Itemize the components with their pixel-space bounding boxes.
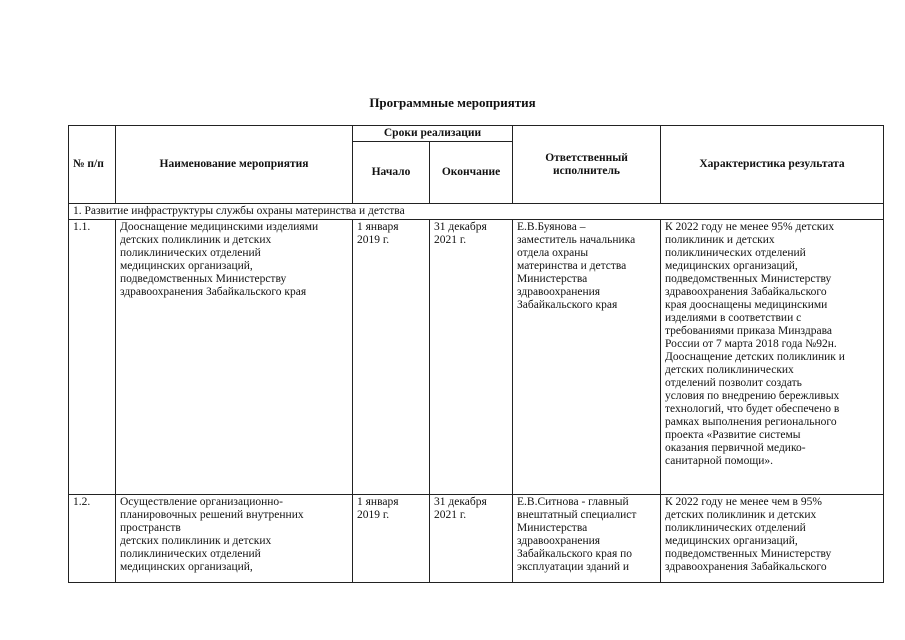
cell-line: технологий, что будет обеспечено в bbox=[665, 403, 840, 415]
cell-line: медицинских организаций, bbox=[665, 535, 798, 547]
cell-line: оказания первичной медико- bbox=[665, 442, 806, 454]
cell-line: К 2022 году не менее чем в 95% bbox=[665, 496, 822, 508]
header-num: № п/п bbox=[69, 126, 116, 204]
row-responsible bbox=[513, 220, 661, 495]
row-name bbox=[116, 495, 353, 583]
cell-line: требованиями приказа Минздрава bbox=[665, 325, 832, 337]
cell-line: отдела охраны bbox=[517, 247, 589, 259]
row-name bbox=[116, 220, 353, 495]
cell-line: планировочных решений внутренних bbox=[120, 509, 304, 521]
row-responsible bbox=[513, 495, 661, 583]
cell-line: 1 января bbox=[357, 221, 399, 233]
cell-line: заместитель начальника bbox=[517, 234, 636, 246]
cell-line: Е.В.Буянова – bbox=[517, 221, 586, 233]
cell-line: 2021 г. bbox=[434, 509, 467, 521]
cell-line: материнства и детства bbox=[517, 260, 627, 272]
header-end: Окончание bbox=[430, 142, 513, 204]
page-title: Программные мероприятия bbox=[369, 95, 536, 110]
cell-line: пространств bbox=[120, 522, 181, 534]
cell-line: Осуществление организационно- bbox=[120, 496, 284, 508]
cell-line: детских поликлиник и детских bbox=[665, 509, 817, 521]
row-start bbox=[353, 220, 430, 495]
program-table bbox=[68, 125, 884, 583]
cell-line: здравоохранения Забайкальского bbox=[665, 561, 827, 573]
cell-line: подведомственных Министерству bbox=[665, 273, 832, 285]
header-deadlines: Сроки реализации bbox=[353, 126, 513, 142]
cell-line: 1 января bbox=[357, 496, 399, 508]
row-result bbox=[661, 220, 884, 495]
cell-line: отделений позволит создать bbox=[665, 377, 802, 389]
header-name: Наименование мероприятия bbox=[116, 126, 353, 204]
cell-line: подведомственных Министерству bbox=[665, 548, 832, 560]
cell-line: проекта «Развитие системы bbox=[665, 429, 801, 441]
cell-line: Министерства bbox=[517, 522, 588, 534]
cell-line: 2019 г. bbox=[357, 234, 390, 246]
cell-line: условия по внедрению бережливых bbox=[665, 390, 840, 402]
cell-line: края дооснащены медицинскими bbox=[665, 299, 828, 311]
cell-line: здравоохранения Забайкальского края bbox=[120, 286, 307, 298]
cell-line: медицинских организаций, bbox=[665, 260, 798, 272]
cell-line: санитарной помощи». bbox=[665, 455, 773, 467]
cell-line: изделиями в соответствии с bbox=[665, 312, 802, 324]
section-title: 1. Развитие инфраструктуры службы охраны материнства и детства bbox=[69, 204, 884, 220]
cell-line: поликлинических отделений bbox=[665, 522, 806, 534]
cell-line: 31 декабря bbox=[434, 221, 487, 233]
cell-line: медицинских организаций, bbox=[120, 561, 253, 573]
cell-line: 2021 г. bbox=[434, 234, 467, 246]
cell-line: Министерства bbox=[517, 273, 588, 285]
cell-line: поликлиник и детских bbox=[665, 234, 775, 246]
cell-line: России от 7 марта 2018 года №92н. bbox=[665, 338, 837, 350]
cell-line: медицинских организаций, bbox=[120, 260, 253, 272]
cell-line: Забайкальского края по bbox=[517, 548, 633, 560]
cell-line: эксплуатации зданий и bbox=[517, 561, 630, 573]
cell-line: 2019 г. bbox=[357, 509, 390, 521]
cell-line: поликлинических отделений bbox=[120, 548, 261, 560]
row-start bbox=[353, 495, 430, 583]
cell-line: Дооснащение медицинскими изделиями bbox=[120, 221, 319, 233]
cell-line: поликлинических отделений bbox=[665, 247, 806, 259]
row-end bbox=[430, 495, 513, 583]
cell-line: поликлинических отделений bbox=[120, 247, 261, 259]
cell-line: здравоохранения Забайкальского bbox=[665, 286, 827, 298]
cell-line: здравоохранения bbox=[517, 286, 601, 298]
cell-line: детских поликлинических bbox=[665, 364, 794, 376]
header-start: Начало bbox=[353, 142, 430, 204]
cell-line: рамках выполнения регионального bbox=[665, 416, 837, 428]
row-result bbox=[661, 495, 884, 583]
cell-line: внештатный специалист bbox=[517, 509, 637, 521]
table-row bbox=[69, 220, 884, 495]
cell-line: 31 декабря bbox=[434, 496, 487, 508]
cell-line: Забайкальского края bbox=[517, 299, 618, 311]
table-row bbox=[69, 495, 884, 583]
cell-line: здравоохранения bbox=[517, 535, 601, 547]
header-responsible: Ответственный исполнитель bbox=[513, 126, 661, 204]
cell-line: подведомственных Министерству bbox=[120, 273, 287, 285]
cell-line: Е.В.Ситнова - главный bbox=[517, 496, 629, 508]
row-end bbox=[430, 220, 513, 495]
cell-line: детских поликлиник и детских bbox=[120, 234, 272, 246]
cell-line: Дооснащение детских поликлиник и bbox=[665, 351, 845, 363]
row-num: 1.2. bbox=[69, 495, 116, 583]
cell-line: детских поликлиник и детских bbox=[120, 535, 272, 547]
cell-line: К 2022 году не менее 95% детских bbox=[665, 221, 835, 233]
header-result: Характеристика результата bbox=[661, 126, 884, 204]
row-num: 1.1. bbox=[69, 220, 116, 495]
